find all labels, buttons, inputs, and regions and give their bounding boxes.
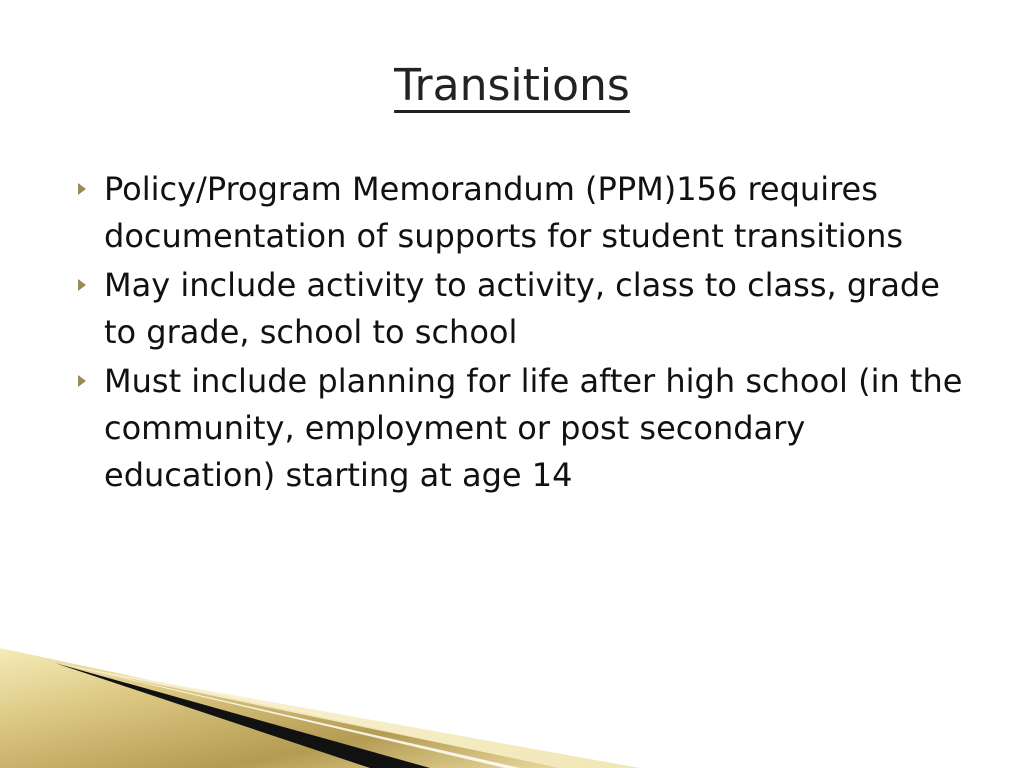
bullet-text-3: Must include planning for life after high school (in the community, employment or post secondary education) starting at age 14: [104, 362, 963, 494]
bullet-text-1: Policy/Program Memorandum (PPM)156 requires documentation of supports for student transitions: [104, 170, 904, 255]
slide-title-text: Transitions: [394, 60, 630, 111]
bullet-text-2: May include activity to activity, class to class, grade to grade, school to school: [104, 266, 940, 351]
